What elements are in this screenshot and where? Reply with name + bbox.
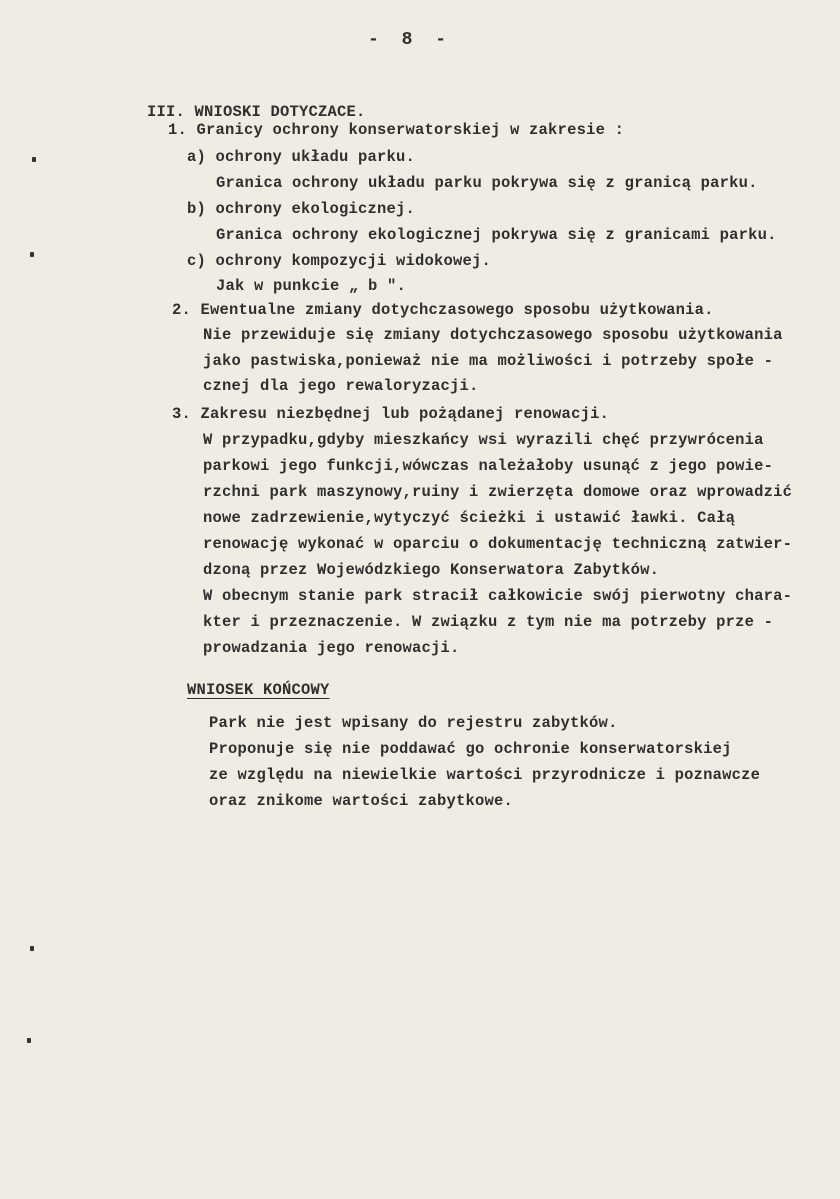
item3-line: parkowi jego funkcji,wówczas należałoby usunąć z jego powie-: [203, 457, 774, 475]
item3-line: dzoną przez Wojewódzkiego Konserwatora Zabytków.: [203, 561, 660, 579]
item3-heading: 3. Zakresu niezbędnej lub pożądanej renowacji.: [172, 405, 610, 423]
item3-line: nowe zadrzewienie,wytyczyć ścieżki i ustawić ławki. Całą: [203, 509, 736, 527]
item1-c-text: Jak w punkcie „ b ".: [216, 277, 407, 295]
item3-line: kter i przeznaczenie. W związku z tym nie ma potrzeby prze -: [203, 613, 774, 631]
item3-line: prowadzania jego renowacji.: [203, 639, 460, 657]
conclusion-heading: WNIOSEK KOŃCOWY: [187, 681, 330, 699]
page-number: - 8 -: [368, 30, 453, 50]
margin-mark: [32, 157, 36, 162]
item3-line: W obecnym stanie park stracił całkowicie swój pierwotny chara-: [203, 587, 793, 605]
section-heading: III. WNIOSKI DOTYCZACE.: [147, 103, 366, 121]
item1-b-text: Granica ochrony ekologicznej pokrywa się z granicami parku.: [216, 226, 777, 244]
item2-line: cznej dla jego rewaloryzacji.: [203, 377, 479, 395]
item3-line: renowację wykonać w oparciu o dokumentację techniczną zatwier-: [203, 535, 793, 553]
conclusion-line: oraz znikome wartości zabytkowe.: [209, 792, 514, 810]
item2-line: Nie przewiduje się zmiany dotychczasowego sposobu użytkowania: [203, 326, 783, 344]
item3-line: W przypadku,gdyby mieszkańcy wsi wyrazili chęć przywrócenia: [203, 431, 764, 449]
item3-line: rzchni park maszynowy,ruiny i zwierzęta domowe oraz wprowadzić: [203, 483, 793, 501]
item1-heading: 1. Granicy ochrony konserwatorskiej w zakresie :: [168, 121, 625, 139]
item2-heading: 2. Ewentualne zmiany dotychczasowego sposobu użytkowania.: [172, 301, 714, 319]
conclusion-line: ze względu na niewielkie wartości przyrodnicze i poznawcze: [209, 766, 761, 784]
conclusion-line: Proponuje się nie poddawać go ochronie konserwatorskiej: [209, 740, 732, 758]
margin-mark: [27, 1038, 31, 1043]
item1-a-text: Granica ochrony układu parku pokrywa się z granicą parku.: [216, 174, 758, 192]
margin-mark: [30, 946, 34, 951]
item1-c-label: c) ochrony kompozycji widokowej.: [187, 252, 492, 270]
margin-mark: [30, 252, 34, 257]
item1-a-label: a) ochrony układu parku.: [187, 148, 416, 166]
item2-line: jako pastwiska,ponieważ nie ma możliwości i potrzeby społe -: [203, 352, 774, 370]
item1-b-label: b) ochrony ekologicznej.: [187, 200, 416, 218]
conclusion-line: Park nie jest wpisany do rejestru zabytków.: [209, 714, 618, 732]
